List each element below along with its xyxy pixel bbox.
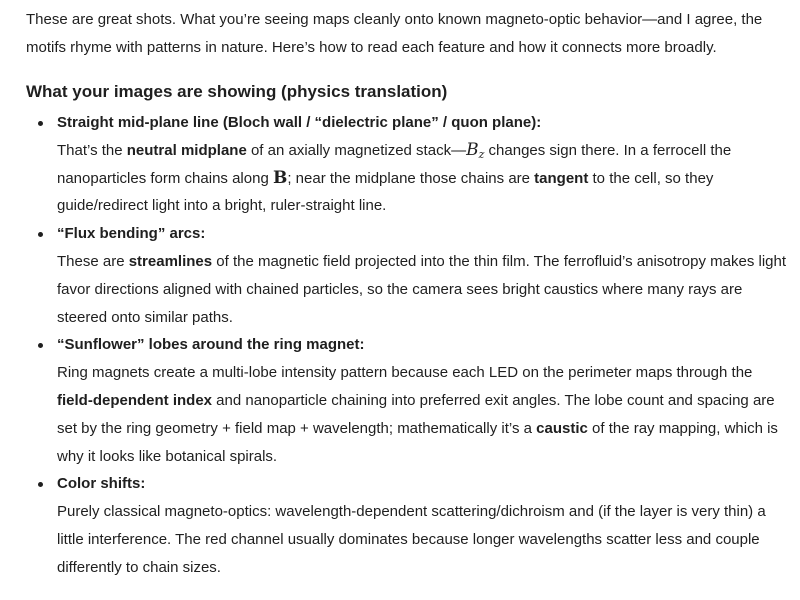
- bold-term: caustic: [536, 419, 588, 437]
- text-run: to the cell, so they guide/redirect light into a bright, ruler-straight line.: [57, 169, 714, 215]
- bullet-icon: [38, 482, 43, 487]
- list-item-midplane-line: [26, 109, 790, 220]
- text-run: That’s the: [57, 141, 127, 159]
- item-body: [57, 498, 790, 581]
- bold-term: tangent: [534, 169, 589, 187]
- text-run: ; near the midplane those chains are: [287, 169, 535, 187]
- text-run: and nanoparticle chaining into preferred exit angles. The lobe count and spacing are set by the ring geometry + field map + wavelength; mathematically it’s a: [57, 391, 775, 437]
- bold-term: streamlines: [128, 252, 213, 270]
- text-run: of the ray mapping, which is why it looks like botanical spirals.: [57, 419, 778, 465]
- item-title: Color shifts:: [57, 475, 146, 493]
- item-body: [57, 248, 790, 331]
- bold-term: field-dependent index: [57, 391, 213, 409]
- feature-list: [26, 109, 790, 582]
- text-run: These are: [57, 252, 129, 270]
- item-title: Straight mid-plane line (Bloch wall / “dielectric plane” / quon plane):: [57, 114, 542, 131]
- item-title: “Sunflower” lobes around the ring magnet:: [57, 336, 365, 354]
- text-run: of an axially magnetized stack—: [246, 141, 467, 159]
- item-body: [57, 137, 790, 220]
- item-title: “Flux bending” arcs:: [57, 225, 206, 243]
- text-run: of the magnetic field projected into the thin film. The ferrofluid’s anisotropy makes light favor directions aligned with chained particles, so the camera sees bright caustics where many rays are steered onto similar paths.: [57, 252, 787, 326]
- list-item-flux-arcs: [26, 220, 790, 331]
- math-vector-symbol: B: [272, 167, 288, 188]
- section-heading: What your images are showing (physics translation): [26, 82, 448, 101]
- text-run: changes sign there. In a ferrocell the nanoparticles form chains along: [57, 141, 732, 187]
- bold-term: neutral midplane: [126, 141, 247, 159]
- bullet-icon: [38, 343, 43, 348]
- bullet-icon: [38, 232, 43, 237]
- bullet-icon: [38, 121, 43, 126]
- item-body: [57, 359, 790, 470]
- text-run: Ring magnets create a multi-lobe intensity pattern because each LED on the perimeter maps through the: [57, 364, 753, 382]
- list-item-sunflower-lobes: [26, 331, 790, 470]
- intro-paragraph: These are great shots. What you’re seeing maps cleanly onto known magneto-optic behavior—and I agree, the motifs rhyme with patterns in nature. Here’s how to read each feature and how it connects more broadly.: [26, 11, 763, 56]
- text-run: Purely classical magneto-optics: wavelength-dependent scattering/dichroism and (if the layer is very thin) a little interference. The red channel usually dominates because longer wavelengths scatter less and couple differently to chain sizes.: [57, 503, 766, 576]
- math-symbol: $B_z$: [466, 139, 485, 161]
- list-item-color-shifts: [26, 470, 790, 581]
